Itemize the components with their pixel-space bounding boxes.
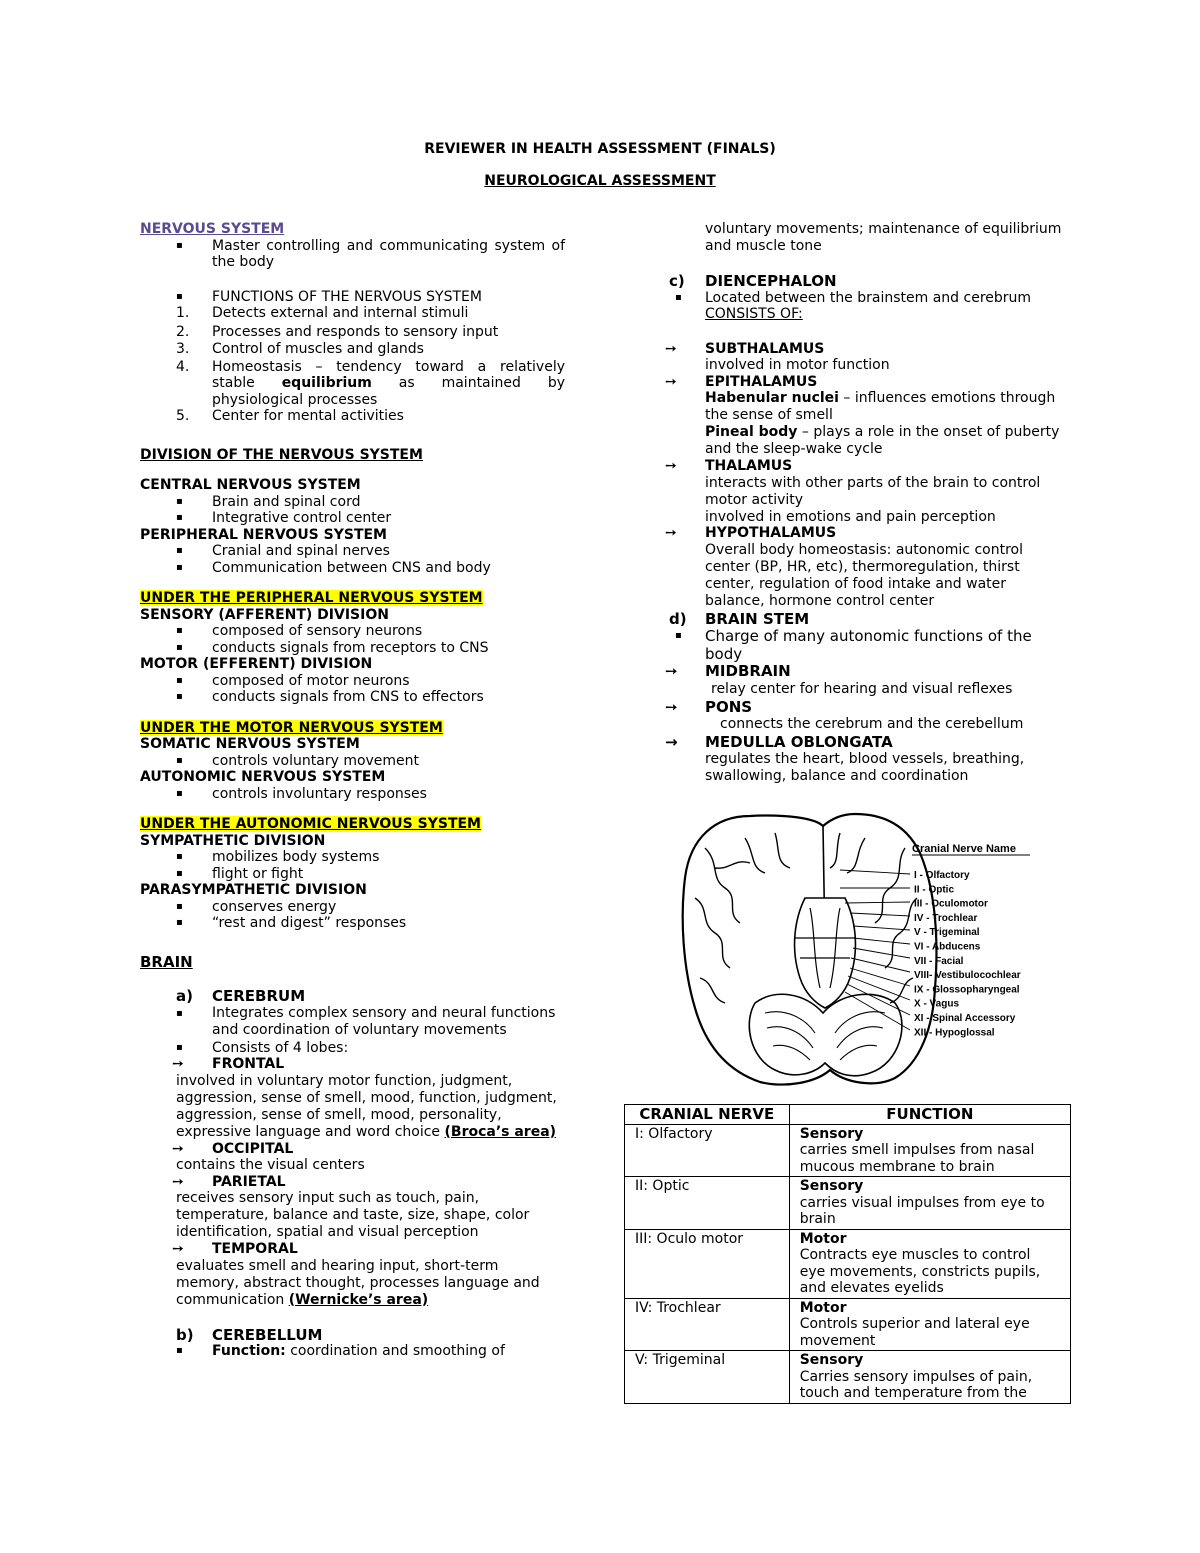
function-type: Sensory bbox=[799, 1352, 864, 1368]
list-item: ▪ controls voluntary movement bbox=[140, 753, 565, 770]
under-pns-heading: UNDER THE PERIPHERAL NERVOUS SYSTEM bbox=[140, 590, 483, 606]
list-item: ▪ composed of sensory neurons bbox=[140, 623, 565, 640]
list-item bbox=[140, 1343, 565, 1360]
frontal-heading bbox=[140, 1056, 565, 1073]
table-row bbox=[625, 1229, 1071, 1298]
under-motor-heading: UNDER THE MOTOR NERVOUS SYSTEM bbox=[140, 719, 443, 736]
nerve-cell: I: Olfactory bbox=[625, 1124, 790, 1177]
arrow-icon: ➙ bbox=[665, 340, 677, 357]
consists-of-label: CONSISTS OF: bbox=[705, 306, 803, 322]
cerebrum-heading bbox=[140, 988, 565, 1005]
frontal-text bbox=[140, 1073, 565, 1141]
legend-title: Cranial Nerve Name bbox=[912, 843, 1016, 855]
pons-text: connects the cerebrum and the cerebellum bbox=[720, 716, 1024, 732]
frontal-title: FRONTAL bbox=[212, 1056, 285, 1072]
midbrain-text: relay center for hearing and visual reflexes bbox=[711, 680, 1013, 697]
list-number: 2. bbox=[176, 323, 190, 340]
legend-labels bbox=[914, 870, 1021, 1038]
pns-heading: PERIPHERAL NERVOUS SYSTEM bbox=[140, 526, 387, 543]
brain-figure bbox=[655, 808, 1050, 1088]
item-letter: c) bbox=[669, 272, 685, 290]
document-subtitle: NEUROLOGICAL ASSESSMENT bbox=[484, 173, 716, 189]
equilibrium-term: equilibrium bbox=[281, 375, 372, 391]
legend-label: V - Trigeminal bbox=[914, 927, 980, 939]
list-item: ▪ conducts signals from receptors to CNS bbox=[140, 640, 565, 657]
item-letter: d) bbox=[669, 609, 687, 628]
function-type: Motor bbox=[799, 1230, 847, 1247]
frontal-description: involved in voluntary motor function, judgment, aggression, sense of smell, mood, function, judgment, aggression, sense of smell, mood, personality, expressive language and word choice bbox=[176, 1072, 557, 1140]
wernicke-area: (Wernicke’s area) bbox=[288, 1291, 429, 1308]
list-item: ▪ Integrates complex sensory and neural functions and coordination of voluntary movements bbox=[140, 1005, 565, 1040]
pineal-term: Pineal body bbox=[705, 424, 798, 440]
legend-label: XII - Hypoglossal bbox=[914, 1027, 995, 1039]
document-title: REVIEWER IN HEALTH ASSESSMENT (FINALS) bbox=[424, 141, 776, 157]
list-item bbox=[140, 408, 565, 425]
list-item: ▪ Master controlling and communicating system of the body bbox=[140, 238, 565, 271]
item-letter: b) bbox=[176, 1325, 194, 1344]
arrow-icon: ➙ bbox=[665, 525, 677, 541]
list-item: ▪ Cranial and spinal nerves bbox=[140, 543, 565, 560]
list-item: ▪ Integrative control center bbox=[140, 510, 565, 527]
thalamus-heading bbox=[665, 458, 1065, 475]
function-type: Motor bbox=[799, 1299, 847, 1316]
list-number: 1. bbox=[176, 305, 190, 321]
sensory-division-heading: SENSORY (AFFERENT) DIVISION bbox=[140, 606, 389, 623]
habenular-term: Habenular nuclei bbox=[705, 390, 839, 406]
nerve-cell: V: Trigeminal bbox=[625, 1351, 790, 1404]
list-item: ▪ “rest and digest” responses bbox=[140, 915, 565, 932]
autonomic-heading: AUTONOMIC NERVOUS SYSTEM bbox=[140, 769, 386, 785]
pineal-description: – plays a role in the onset of puberty and the sleep-wake cycle bbox=[705, 424, 1060, 457]
list-item: ▪ Brain and spinal cord bbox=[140, 494, 565, 511]
function-desc: Controls superior and lateral eye movement bbox=[799, 1316, 1030, 1349]
cranial-nerve-table bbox=[624, 1104, 1071, 1404]
function-desc: carries visual impulses from eye to brain bbox=[799, 1194, 1045, 1227]
brainstem-heading bbox=[665, 611, 1065, 628]
list-item: ▪ composed of motor neurons bbox=[140, 673, 565, 690]
hypothalamus-heading bbox=[665, 525, 1065, 542]
parasympathetic-heading: PARASYMPATHETIC DIVISION bbox=[140, 882, 367, 898]
nerve-cell: II: Optic bbox=[625, 1177, 790, 1230]
arrow-icon: → bbox=[665, 733, 678, 751]
table-row bbox=[625, 1351, 1071, 1404]
medulla-title: MEDULLA OBLONGATA bbox=[705, 733, 893, 751]
under-autonomic-heading: UNDER THE AUTONOMIC NERVOUS SYSTEM bbox=[140, 816, 481, 832]
temporal-heading bbox=[140, 1241, 565, 1258]
arrow-icon: ➙ bbox=[665, 662, 678, 680]
function-cell bbox=[789, 1298, 1070, 1351]
broca-area: (Broca’s area) bbox=[444, 1123, 557, 1140]
thalamus-text: involved in emotions and pain perception bbox=[705, 508, 996, 525]
occipital-title: OCCIPITAL bbox=[212, 1140, 294, 1157]
arrow-icon: ➙ bbox=[172, 1056, 184, 1072]
nerve-cell: IV: Trochlear bbox=[625, 1298, 790, 1351]
list-item: ▪ Charge of many autonomic functions of the body bbox=[665, 627, 1065, 663]
brain-heading: BRAIN bbox=[140, 952, 193, 971]
habenular-description: – influences emotions through the sense of smell bbox=[705, 390, 1056, 423]
table-header-row bbox=[625, 1105, 1071, 1125]
midbrain-title: MIDBRAIN bbox=[705, 662, 791, 680]
function-desc: carries smell impulses from nasal mucous membrane to brain bbox=[799, 1142, 1035, 1175]
function-cell bbox=[789, 1124, 1070, 1177]
functions-heading: ▪ FUNCTIONS OF THE NERVOUS SYSTEM bbox=[140, 289, 565, 306]
function-desc: Contracts eye muscles to control eye movements, constricts pupils, and elevates eyelids bbox=[799, 1247, 1041, 1296]
list-item: ▪ Communication between CNS and body bbox=[140, 560, 565, 577]
diencephalon-heading bbox=[665, 273, 1065, 290]
arrow-icon: ➙ bbox=[665, 697, 678, 716]
nerve-cell: III: Oculo motor bbox=[625, 1229, 790, 1298]
parietal-title: PARIETAL bbox=[212, 1173, 286, 1190]
division-heading: DIVISION OF THE NERVOUS SYSTEM bbox=[140, 446, 423, 463]
temporal-description: evaluates smell and hearing input, short-term memory, abstract thought, processes language and communication bbox=[176, 1257, 540, 1308]
nervous-system-heading: NERVOUS SYSTEM bbox=[140, 221, 285, 237]
list-text: Detects external and internal stimuli bbox=[212, 305, 469, 321]
cerebrum-title: CEREBRUM bbox=[212, 987, 306, 1005]
somatic-heading: SOMATIC NERVOUS SYSTEM bbox=[140, 736, 360, 752]
legend-label: XI - Spinal Accessory bbox=[914, 1013, 1016, 1024]
sympathetic-heading: SYMPATHETIC DIVISION bbox=[140, 832, 326, 849]
subthalamus-heading bbox=[665, 341, 1065, 358]
parietal-text: receives sensory input such as touch, pain, temperature, balance and taste, size, shape, color identification, spatial and visual perception bbox=[176, 1190, 530, 1240]
legend-label: I - Olfactory bbox=[914, 870, 970, 881]
list-item: ▪ conserves energy bbox=[140, 899, 565, 916]
legend-label: II - Optic bbox=[914, 884, 954, 896]
right-column bbox=[665, 221, 1065, 785]
subthalamus-text: involved in motor function bbox=[705, 357, 890, 373]
thalamus-title: THALAMUS bbox=[705, 458, 793, 474]
list-text: Center for mental activities bbox=[212, 408, 404, 424]
arrow-icon: ➙ bbox=[172, 1140, 184, 1157]
hypothalamus-title: HYPOTHALAMUS bbox=[705, 525, 837, 541]
legend-label: VIII- Vestibulocochlear bbox=[914, 970, 1021, 982]
function-cell bbox=[789, 1351, 1070, 1404]
list-item: ▪ flight or fight bbox=[140, 866, 565, 883]
pons-title: PONS bbox=[705, 697, 753, 716]
legend-label: VII - Facial bbox=[914, 955, 964, 967]
item-letter: a) bbox=[176, 987, 193, 1005]
diencephalon-title: DIENCEPHALON bbox=[705, 272, 837, 290]
brainstem-title: BRAIN STEM bbox=[705, 609, 810, 628]
medulla-heading bbox=[665, 734, 1065, 751]
table-row bbox=[625, 1298, 1071, 1351]
cerebellum-continued: voluntary movements; maintenance of equilibrium and muscle tone bbox=[705, 221, 1062, 254]
legend-label: IV - Trochlear bbox=[914, 912, 978, 924]
list-number: 5. bbox=[176, 408, 190, 424]
legend-label: IX - Glossopharyngeal bbox=[914, 984, 1020, 996]
occipital-heading bbox=[140, 1141, 565, 1158]
list-item: ▪ mobilizes body systems bbox=[140, 849, 565, 866]
list-item: ▪ Consists of 4 lobes: bbox=[140, 1040, 565, 1057]
arrow-icon: ➙ bbox=[665, 458, 677, 474]
list-item: ▪ conducts signals from CNS to effectors bbox=[140, 689, 565, 706]
arrow-icon: ➙ bbox=[172, 1241, 184, 1257]
arrow-icon: ➙ bbox=[172, 1173, 184, 1190]
function-type: Sensory bbox=[799, 1125, 864, 1142]
function-type: Sensory bbox=[799, 1178, 864, 1194]
pineal-text bbox=[665, 424, 1065, 458]
column-header: CRANIAL NERVE bbox=[625, 1105, 790, 1125]
function-text: coordination and smoothing of bbox=[285, 1343, 505, 1359]
list-item bbox=[140, 341, 565, 358]
list-text: Processes and responds to sensory input bbox=[212, 323, 499, 340]
list-item bbox=[140, 305, 565, 322]
list-item: ▪ Located between the brainstem and cerebrum bbox=[665, 290, 1065, 307]
list-text: Homeostasis – tendency toward a relatively stable bbox=[212, 358, 565, 391]
column-header: FUNCTION bbox=[789, 1105, 1070, 1125]
function-cell bbox=[789, 1177, 1070, 1230]
parietal-heading bbox=[140, 1174, 565, 1191]
subthalamus-title: SUBTHALAMUS bbox=[705, 340, 825, 357]
brain-illustration bbox=[655, 808, 1050, 1088]
list-number: 3. bbox=[176, 341, 190, 357]
cns-heading: CENTRAL NERVOUS SYSTEM bbox=[140, 477, 361, 493]
habenular-text bbox=[665, 390, 1065, 424]
list-item bbox=[140, 324, 565, 341]
legend-label: VI - Abducens bbox=[914, 941, 981, 953]
temporal-text bbox=[140, 1258, 565, 1309]
pons-heading bbox=[665, 699, 1065, 716]
occipital-text: contains the visual centers bbox=[176, 1157, 365, 1173]
legend-label: X - Vagus bbox=[914, 998, 960, 1010]
midbrain-heading bbox=[665, 663, 1065, 680]
motor-division-heading: MOTOR (EFFERENT) DIVISION bbox=[140, 656, 373, 672]
cerebellum-title: CEREBELLUM bbox=[212, 1325, 323, 1344]
cerebellum-heading bbox=[140, 1327, 565, 1344]
list-number: 4. bbox=[176, 358, 190, 375]
list-item: ▪ controls involuntary responses bbox=[140, 786, 565, 803]
function-label: Function: bbox=[212, 1343, 286, 1359]
legend-label: III - Oculomotor bbox=[914, 898, 988, 910]
thalamus-text: interacts with other parts of the brain to control motor activity bbox=[705, 474, 1041, 508]
medulla-text: regulates the heart, blood vessels, breathing, swallowing, balance and coordination bbox=[705, 750, 1025, 784]
epithalamus-heading bbox=[665, 374, 1065, 391]
table-row bbox=[625, 1177, 1071, 1230]
left-column bbox=[140, 221, 565, 1360]
list-text: as maintained by physiological processes bbox=[212, 375, 565, 408]
arrow-icon: ➙ bbox=[665, 373, 677, 390]
hypothalamus-text: Overall body homeostasis: autonomic control center (BP, HR, etc), thermoregulation, thirst center, regulation of food intake and water balance, hormone control center bbox=[705, 541, 1023, 609]
list-item bbox=[140, 359, 565, 409]
temporal-title: TEMPORAL bbox=[212, 1241, 298, 1257]
list-text: Control of muscles and glands bbox=[212, 341, 424, 357]
function-desc: Carries sensory impulses of pain, touch and temperature from the bbox=[799, 1368, 1033, 1401]
table-row bbox=[625, 1124, 1071, 1177]
epithalamus-title: EPITHALAMUS bbox=[705, 373, 818, 390]
function-cell bbox=[789, 1229, 1070, 1298]
